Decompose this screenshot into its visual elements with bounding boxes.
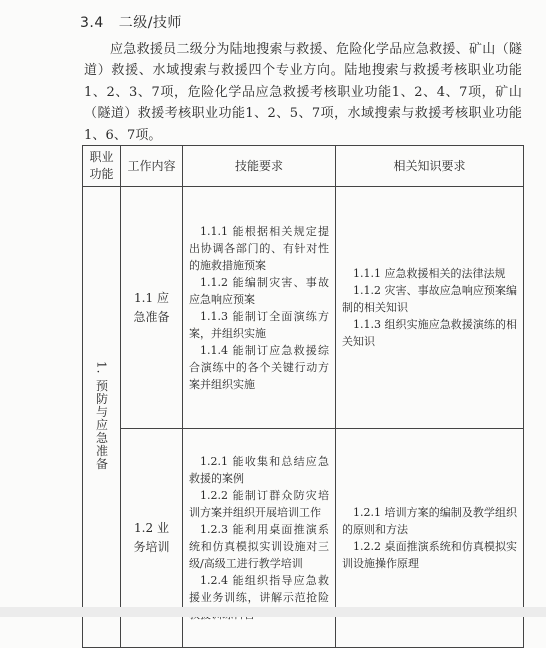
header-function: 职业功能 (83, 146, 121, 187)
work-label: 1.1 应急准备 (133, 290, 170, 324)
intro-paragraph: 应急救援员二级分为陆地搜索与救援、危险化学品应急救援、矿山（隧道）救援、水域搜索与救援四个专业方向。陆地搜索与救援考核职业功能1、2、3、7项，危险化学品应急救援考核职业功能1、2、4、7项，矿山（隧道）救援考核职业功能1、2、5、7项，水域搜索与救援考核职业功能1、6、7项。 (84, 42, 522, 143)
header-knowledge: 相关知识要求 (336, 146, 524, 187)
knowledge-item: 1.1.1 应急救援相关的法律法规 (353, 267, 506, 280)
skill-item: 1.2.4 能组织指导应急救援业务训练，讲解示范抢险 (189, 574, 329, 604)
section-heading (80, 12, 182, 32)
knowledge-item: 1.2.1 培训方案的编制及教学组织的原则和方法 (342, 506, 517, 536)
skill-item: 1.1.1 能根据相关规定提出协调各部门的、有针对性的施救措施预案 (189, 224, 329, 272)
knowledge-item: 1.1.3 组织实施应急救援演练的相关知识 (342, 318, 517, 348)
work-label: 1.2 业务培训 (133, 521, 170, 554)
knowledge-cell (336, 187, 524, 429)
table-row (83, 187, 524, 429)
skill-item: 1.1.4 能制订应急救援综合演练中的各个关键行动方案并组织实施 (189, 343, 329, 391)
page-bottom-edge (0, 607, 546, 617)
knowledge-item: 1.2.2 桌面推演系统和仿真模拟实训设施操作原理 (342, 540, 517, 570)
header-work: 工作内容 (121, 146, 183, 187)
section-title: 二级/技师 (118, 15, 182, 31)
knowledge-item: 1.1.2 灾害、事故应急响应预案编制的相关知识 (342, 284, 517, 314)
function-label: 1. 预防与应急准备 (94, 360, 109, 471)
requirements-table (82, 145, 524, 648)
skill-item: 1.1.3 能制订全面演练方案，并组织实施 (189, 309, 329, 340)
function-cell (83, 187, 121, 648)
table-header-row (83, 146, 524, 187)
work-cell (121, 187, 183, 429)
skill-item: 1.2.2 能制订群众防灾培训方案并组织开展培训工作 (189, 489, 329, 519)
section-number: 3.4 (80, 15, 104, 31)
skill-item: 1.2.1 能收集和总结应急救援的案例 (189, 455, 329, 485)
skill-item: 1.2.3 能利用桌面推演系统和仿真模拟实训设施对三级/高级工进行教学培训 (189, 523, 329, 570)
skill-item: 1.1.2 能编制灾害、事故应急响应预案 (189, 275, 329, 306)
skill-cell (183, 187, 336, 429)
header-skill: 技能要求 (183, 146, 336, 187)
